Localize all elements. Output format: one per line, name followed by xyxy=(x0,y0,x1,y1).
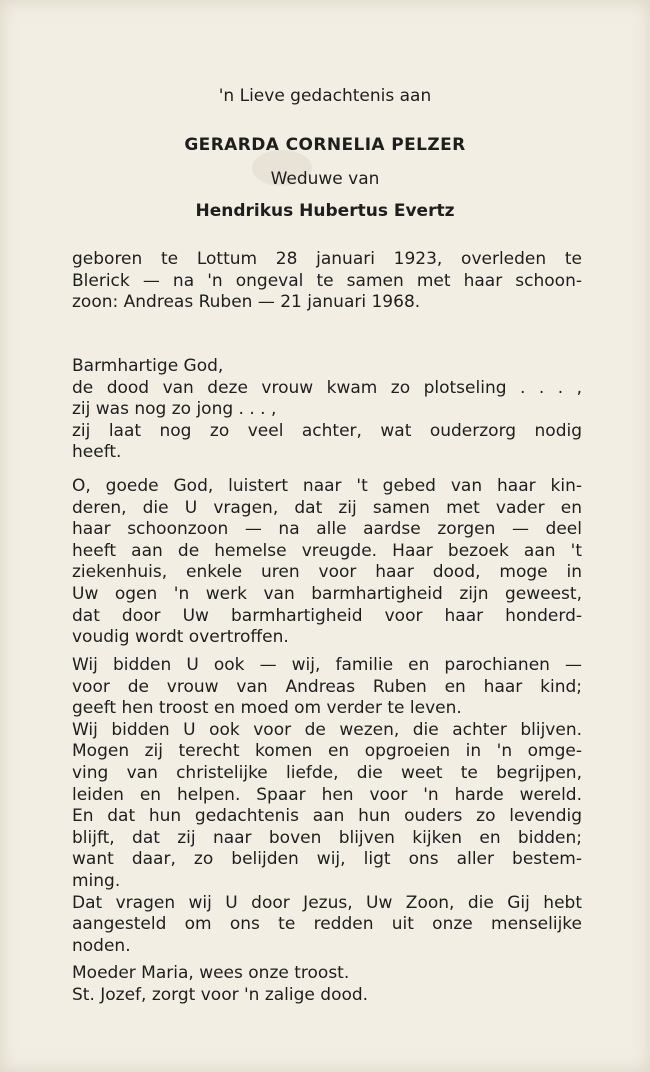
text-line: leiden en helpen. Spaar hen voor 'n harde wereld. xyxy=(72,784,582,805)
prayer-paragraph-4 xyxy=(72,963,582,1006)
prayer-paragraph-3 xyxy=(72,655,582,957)
intro-line: 'n Lieve gedachtenis aan xyxy=(218,86,432,106)
text-line: geeft hen troost en moed om verder te leven. xyxy=(72,698,462,719)
text-line: Mogen zij terecht komen en opgroeien in 'n omge- xyxy=(72,741,582,762)
text-line: dat door Uw barmhartigheid voor haar honderd- xyxy=(72,605,582,626)
text-line: noden. xyxy=(72,935,131,956)
text-line: En dat hun gedachtenis aan hun ouders zo levendig xyxy=(72,806,582,827)
text-line: O, goede God, luistert naar 't gebed van haar kin- xyxy=(72,476,582,496)
text-line: ziekenhuis, enkele uren voor haar dood, moge in xyxy=(72,562,582,583)
birth-death-paragraph xyxy=(72,249,582,314)
prayer-paragraph-1 xyxy=(72,356,582,464)
text-line: aangesteld om ons te redden uit onze menselijke xyxy=(72,914,582,935)
text-line: zoon: Andreas Ruben — 21 januari 1968. xyxy=(72,292,421,313)
text-line: Dat vragen wij U door Jezus, Uw Zoon, die Gij hebt xyxy=(72,892,582,913)
text-line: geboren te Lottum 28 januari 1923, overleden te xyxy=(72,249,582,269)
text-line: voor de vrouw van Andreas Ruben en haar kind; xyxy=(72,676,582,697)
text-line: St. Jozef, zorgt voor 'n zalige dood. xyxy=(72,984,369,1005)
text-line: Wij bidden U ook — wij, familie en parochianen — xyxy=(72,655,582,675)
text-line: zij laat nog zo veel achter, wat ouderzorg nodig xyxy=(72,420,582,441)
text-line: ving van christelijke liefde, die weet te begrijpen, xyxy=(72,762,582,783)
text-line: heeft. xyxy=(72,442,122,463)
text-line: Uw ogen 'n werk van barmhartigheid zijn geweest, xyxy=(72,583,582,604)
deceased-name: GERARDA CORNELIA PELZER xyxy=(184,135,466,155)
text-line: blijft, dat zij naar boven blijven kijken en bidden; xyxy=(72,827,582,848)
husband-name: Hendrikus Hubertus Evertz xyxy=(195,201,455,221)
text-line: deren, die U vragen, dat zij samen met vader en xyxy=(72,497,582,518)
text-line: voudig wordt overtroffen. xyxy=(72,627,289,648)
text-line: zij was nog zo jong . . . , xyxy=(72,399,277,420)
text-line: de dood van deze vrouw kwam zo plotseling . . . , xyxy=(72,377,582,398)
widow-of-line: Weduwe van xyxy=(270,169,380,189)
text-line: Blerick — na 'n ongeval te samen met haar schoon- xyxy=(72,270,582,291)
text-line: ming. xyxy=(72,870,121,891)
text-line: Barmhartige God, xyxy=(72,356,224,376)
text-line: want daar, zo belijden wij, ligt ons aller bestem- xyxy=(72,849,582,870)
prayer-paragraph-2 xyxy=(72,476,582,649)
text-line: Wij bidden U ook voor de wezen, die achter blijven. xyxy=(72,719,582,740)
text-line: haar schoonzoon — na alle aardse zorgen — deel xyxy=(72,519,582,540)
text-line: Moeder Maria, wees onze troost. xyxy=(72,963,350,983)
text-line: heeft aan de hemelse vreugde. Haar bezoek aan 't xyxy=(72,540,582,561)
